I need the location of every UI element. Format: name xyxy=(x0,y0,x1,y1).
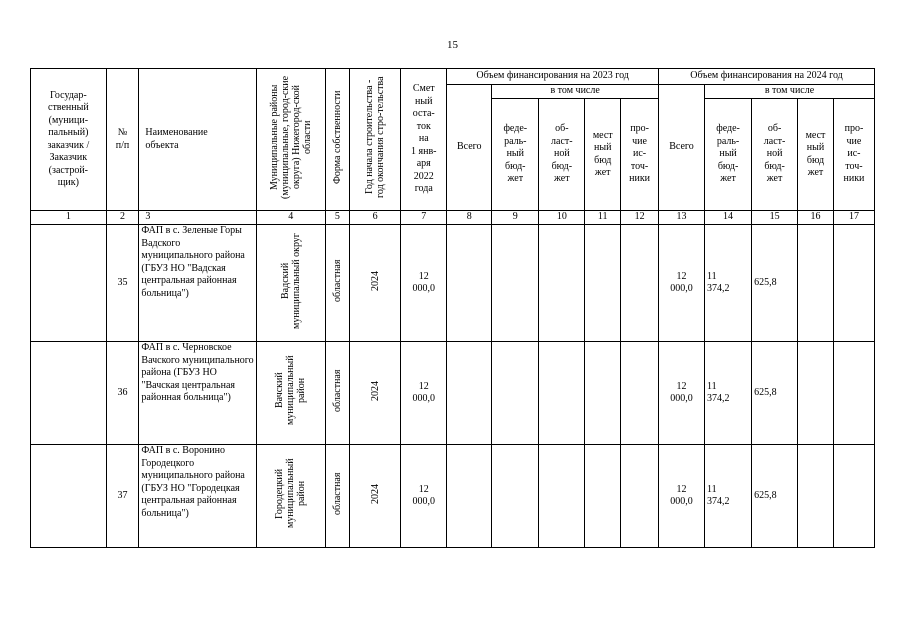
customer-cell xyxy=(31,445,107,548)
local-2024 xyxy=(798,445,834,548)
header-financing-2023: Объем финансирования на 2023 год xyxy=(447,69,659,85)
customer-cell xyxy=(31,342,107,445)
local-2024 xyxy=(798,342,834,445)
col-num: 13 xyxy=(659,211,705,225)
header-years: Год начала строительства - год окончания стро-тельства xyxy=(350,69,401,211)
total-2023 xyxy=(447,225,492,342)
year-cell: 2024 xyxy=(350,342,401,445)
row-number: 35 xyxy=(106,225,139,342)
federal-2023 xyxy=(492,225,539,342)
federal-2023 xyxy=(492,342,539,445)
object-name: ФАП в с. Черновское Вачского муниципального района (ГБУЗ НО "Вачская центральная районная больница") xyxy=(139,342,257,445)
table-row xyxy=(31,445,875,548)
col-num: 15 xyxy=(752,211,798,225)
local-2023 xyxy=(585,225,621,342)
header-ownership: Форма собственности xyxy=(325,69,350,211)
ownership-cell: областная xyxy=(325,342,350,445)
page-number: 15 xyxy=(447,39,458,51)
regional-2023 xyxy=(539,445,585,548)
regional-2023 xyxy=(539,342,585,445)
col-num: 12 xyxy=(621,211,659,225)
total-2024: 12 000,0 xyxy=(659,445,705,548)
other-2023 xyxy=(621,225,659,342)
col-num: 2 xyxy=(106,211,139,225)
federal-2024: 11 374,2 xyxy=(705,445,752,548)
column-number-row xyxy=(31,211,875,225)
total-2024: 12 000,0 xyxy=(659,225,705,342)
col-num: 1 xyxy=(31,211,107,225)
federal-2023 xyxy=(492,445,539,548)
header-customer: Государ- ственный (муници- пальный) заказчик / Заказчик (застрой- щик) xyxy=(31,69,107,211)
header-total-2023: Всего xyxy=(447,85,492,211)
header-regional-2024: об- ласт- ной бюд- жет xyxy=(752,99,798,211)
col-num: 9 xyxy=(492,211,539,225)
header-local-2023: мест ный бюд жет xyxy=(585,99,621,211)
header-regional-2023: об- ласт- ной бюд- жет xyxy=(539,99,585,211)
local-2023 xyxy=(585,342,621,445)
other-2024 xyxy=(833,225,874,342)
federal-2024: 11 374,2 xyxy=(705,342,752,445)
header-object-name: Наименование объекта xyxy=(139,69,257,211)
financing-table xyxy=(30,68,875,548)
total-2023 xyxy=(447,342,492,445)
header-financing-2024: Объем финансирования на 2024 год xyxy=(659,69,875,85)
customer-cell xyxy=(31,225,107,342)
table-row xyxy=(31,225,875,342)
header-number: № п/п xyxy=(106,69,139,211)
total-2023 xyxy=(447,445,492,548)
other-2024 xyxy=(833,445,874,548)
other-2023 xyxy=(621,342,659,445)
col-num: 5 xyxy=(325,211,350,225)
other-2024 xyxy=(833,342,874,445)
header-federal-2024: феде- раль- ный бюд- жет xyxy=(705,99,752,211)
col-num: 3 xyxy=(139,211,257,225)
year-cell: 2024 xyxy=(350,445,401,548)
regional-2024: 625,8 xyxy=(752,445,798,548)
header-other-2023: про- чие ис- точ- ники xyxy=(621,99,659,211)
estimate-cell: 12 000,0 xyxy=(401,445,447,548)
row-number: 36 xyxy=(106,342,139,445)
object-name: ФАП в с. Воронино Городецкого муниципального района (ГБУЗ НО "Городецкая центральная районная больница") xyxy=(139,445,257,548)
header-estimate: Смет ный оста- ток на 1 янв- аря 2022 года xyxy=(401,69,447,211)
ownership-cell: областная xyxy=(325,445,350,548)
col-num: 6 xyxy=(350,211,401,225)
col-num: 14 xyxy=(705,211,752,225)
regional-2024: 625,8 xyxy=(752,342,798,445)
estimate-cell: 12 000,0 xyxy=(401,225,447,342)
header-federal-2023: феде- раль- ный бюд- жет xyxy=(492,99,539,211)
header-including-2023: в том числе xyxy=(492,85,659,99)
district-cell: Вадский муниципальный округ xyxy=(257,225,326,342)
district-cell: Вачский муниципальный район xyxy=(257,342,326,445)
table-row xyxy=(31,342,875,445)
header-local-2024: мест ный бюд жет xyxy=(798,99,834,211)
other-2023 xyxy=(621,445,659,548)
header-total-2024: Всего xyxy=(659,85,705,211)
district-cell: Городецкий муниципальный район xyxy=(257,445,326,548)
regional-2023 xyxy=(539,225,585,342)
col-num: 10 xyxy=(539,211,585,225)
header-other-2024: про- чие ис- точ- ники xyxy=(833,99,874,211)
header-districts: Муниципальные районы (муниципальные, город-ские округа) Нижегород-ской области xyxy=(257,69,326,211)
col-num: 17 xyxy=(833,211,874,225)
header-including-2024: в том числе xyxy=(705,85,875,99)
col-num: 8 xyxy=(447,211,492,225)
row-number: 37 xyxy=(106,445,139,548)
local-2023 xyxy=(585,445,621,548)
local-2024 xyxy=(798,225,834,342)
col-num: 7 xyxy=(401,211,447,225)
col-num: 4 xyxy=(257,211,326,225)
federal-2024: 11 374,2 xyxy=(705,225,752,342)
col-num: 16 xyxy=(798,211,834,225)
col-num: 11 xyxy=(585,211,621,225)
ownership-cell: областная xyxy=(325,225,350,342)
year-cell: 2024 xyxy=(350,225,401,342)
object-name: ФАП в с. Зеленые Горы Вадского муниципального района (ГБУЗ НО "Вадская центральная районная больница") xyxy=(139,225,257,342)
total-2024: 12 000,0 xyxy=(659,342,705,445)
regional-2024: 625,8 xyxy=(752,225,798,342)
estimate-cell: 12 000,0 xyxy=(401,342,447,445)
